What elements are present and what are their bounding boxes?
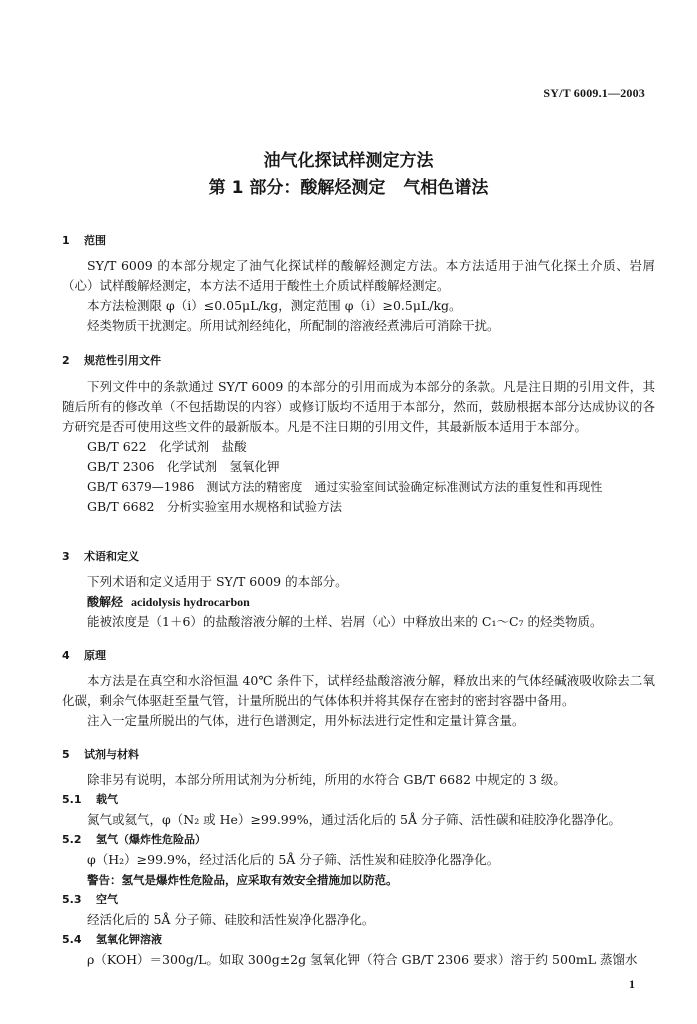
paragraph: 本方法是在真空和水浴恒温 40℃ 条件下，试样经盐酸溶液分解，释放出来的气体经碱液吸收除去二氧化碳，剩余气体驱赶至量气管，计量所脱出的气体体积并将其保存在密封的密封容器中备用。 (62, 673, 655, 708)
section-5 (62, 746, 655, 762)
section-4-body (62, 671, 655, 731)
subtitle-method: 气相色谱法 (403, 178, 489, 198)
warning-note: 警告：氢气是爆炸性危险品，应采取有效安全措施加以防范。 (87, 873, 398, 887)
section-2-body (62, 377, 655, 517)
term-definition: 能被浓度是（1＋6）的盐酸溶液分解的土样、岩屑（心）中释放出来的 C₁～C₇ 的烃类物质。 (87, 614, 603, 629)
page-number: 1 (629, 977, 635, 991)
paragraph: 注入一定量所脱出的气体，进行色谱测定，用外标法进行定性和定量计算含量。 (87, 713, 525, 728)
paragraph: 本方法检测限 φ（i）≤0.05μL/kg，测定范围 φ（i）≥0.5μL/kg。 (87, 298, 462, 313)
subsection-heading: 5.4 氢氧化钾溶液 (62, 933, 162, 946)
reference-item: GB/T 622 化学试剂 盐酸 (87, 439, 247, 454)
paragraph: ρ（KOH）＝300g/L。如取 300g±2g 氢氧化钾（符合 GB/T 2306 要求）溶于约 500mL 蒸馏水 (87, 952, 638, 967)
section-2 (62, 352, 655, 368)
document-subtitle (0, 173, 697, 198)
paragraph: 氮气或氦气，φ（N₂ 或 He）≥99.99%，通过活化后的 5Å 分子筛、活性碳和硅胶净化器净化。 (87, 812, 622, 827)
document-title: 油气化探试样测定方法 (263, 151, 434, 171)
term-entry: 酸解烃 acidolysis hydrocarbon (87, 595, 250, 609)
section-heading: 4 原理 (62, 649, 106, 662)
paragraph: φ（H₂）≥99.9%，经过活化后的 5Å 分子筛、活性炭和硅胶净化器净化。 (87, 852, 500, 867)
paragraph: 除非另有说明，本部分所用试剂为分析纯，所用的水符合 GB/T 6682 中规定的 3 级。 (87, 772, 566, 787)
paragraph: 烃类物质干扰测定。所用试剂经纯化，所配制的溶液经煮沸后可消除干扰。 (87, 318, 500, 333)
subsection-heading: 5.2 氢气（爆炸性危险品） (62, 833, 206, 846)
reference-item: GB/T 2306 化学试剂 氢氧化钾 (87, 459, 280, 474)
standard-code: SY/T 6009.1—2003 (543, 86, 645, 100)
section-3-body (62, 572, 655, 632)
reference-item: GB/T 6379—1986 测试方法的精密度 通过实验室间试验确定标准测试方法的重复性和再现性 (87, 480, 603, 494)
section-3 (62, 548, 655, 564)
paragraph: SY/T 6009 的本部分规定了油气化探试样的酸解烃测定方法。本方法适用于油气化探土介质、岩屑（心）试样酸解烃测定，本方法不适用于酸性土介质试样酸解烃测定。 (62, 258, 655, 293)
paragraph: 下列文件中的条款通过 SY/T 6009 的本部分的引用而成为本部分的条款。凡是注日期的引用文件，其随后所有的修改单（不包括勘误的内容）或修订版均不适用于本部分，然而，鼓励根据本部分达成协议的各方研究是否可使用这些文件的最新版本。凡是不注日期的引用文件，其最新版本适用于本部分。 (62, 379, 655, 434)
section-heading: 1 范围 (62, 234, 106, 247)
section-1 (62, 232, 655, 248)
subtitle-part: 第 1 部分：酸解烃测定 (208, 178, 386, 198)
subsection-heading: 5.3 空气 (62, 893, 118, 906)
section-1-body (62, 256, 655, 336)
section-4 (62, 647, 655, 663)
paragraph: 经活化后的 5Å 分子筛、硅胶和活性炭净化器净化。 (87, 912, 375, 927)
section-5-body (62, 770, 655, 970)
subsection-heading: 5.1 载气 (62, 793, 118, 806)
section-heading: 3 术语和定义 (62, 550, 139, 563)
section-heading: 5 试剂与材料 (62, 748, 139, 761)
paragraph: 下列术语和定义适用于 SY/T 6009 的本部分。 (87, 574, 348, 589)
reference-item: GB/T 6682 分析实验室用水规格和试验方法 (87, 499, 343, 514)
section-heading: 2 规范性引用文件 (62, 354, 161, 367)
